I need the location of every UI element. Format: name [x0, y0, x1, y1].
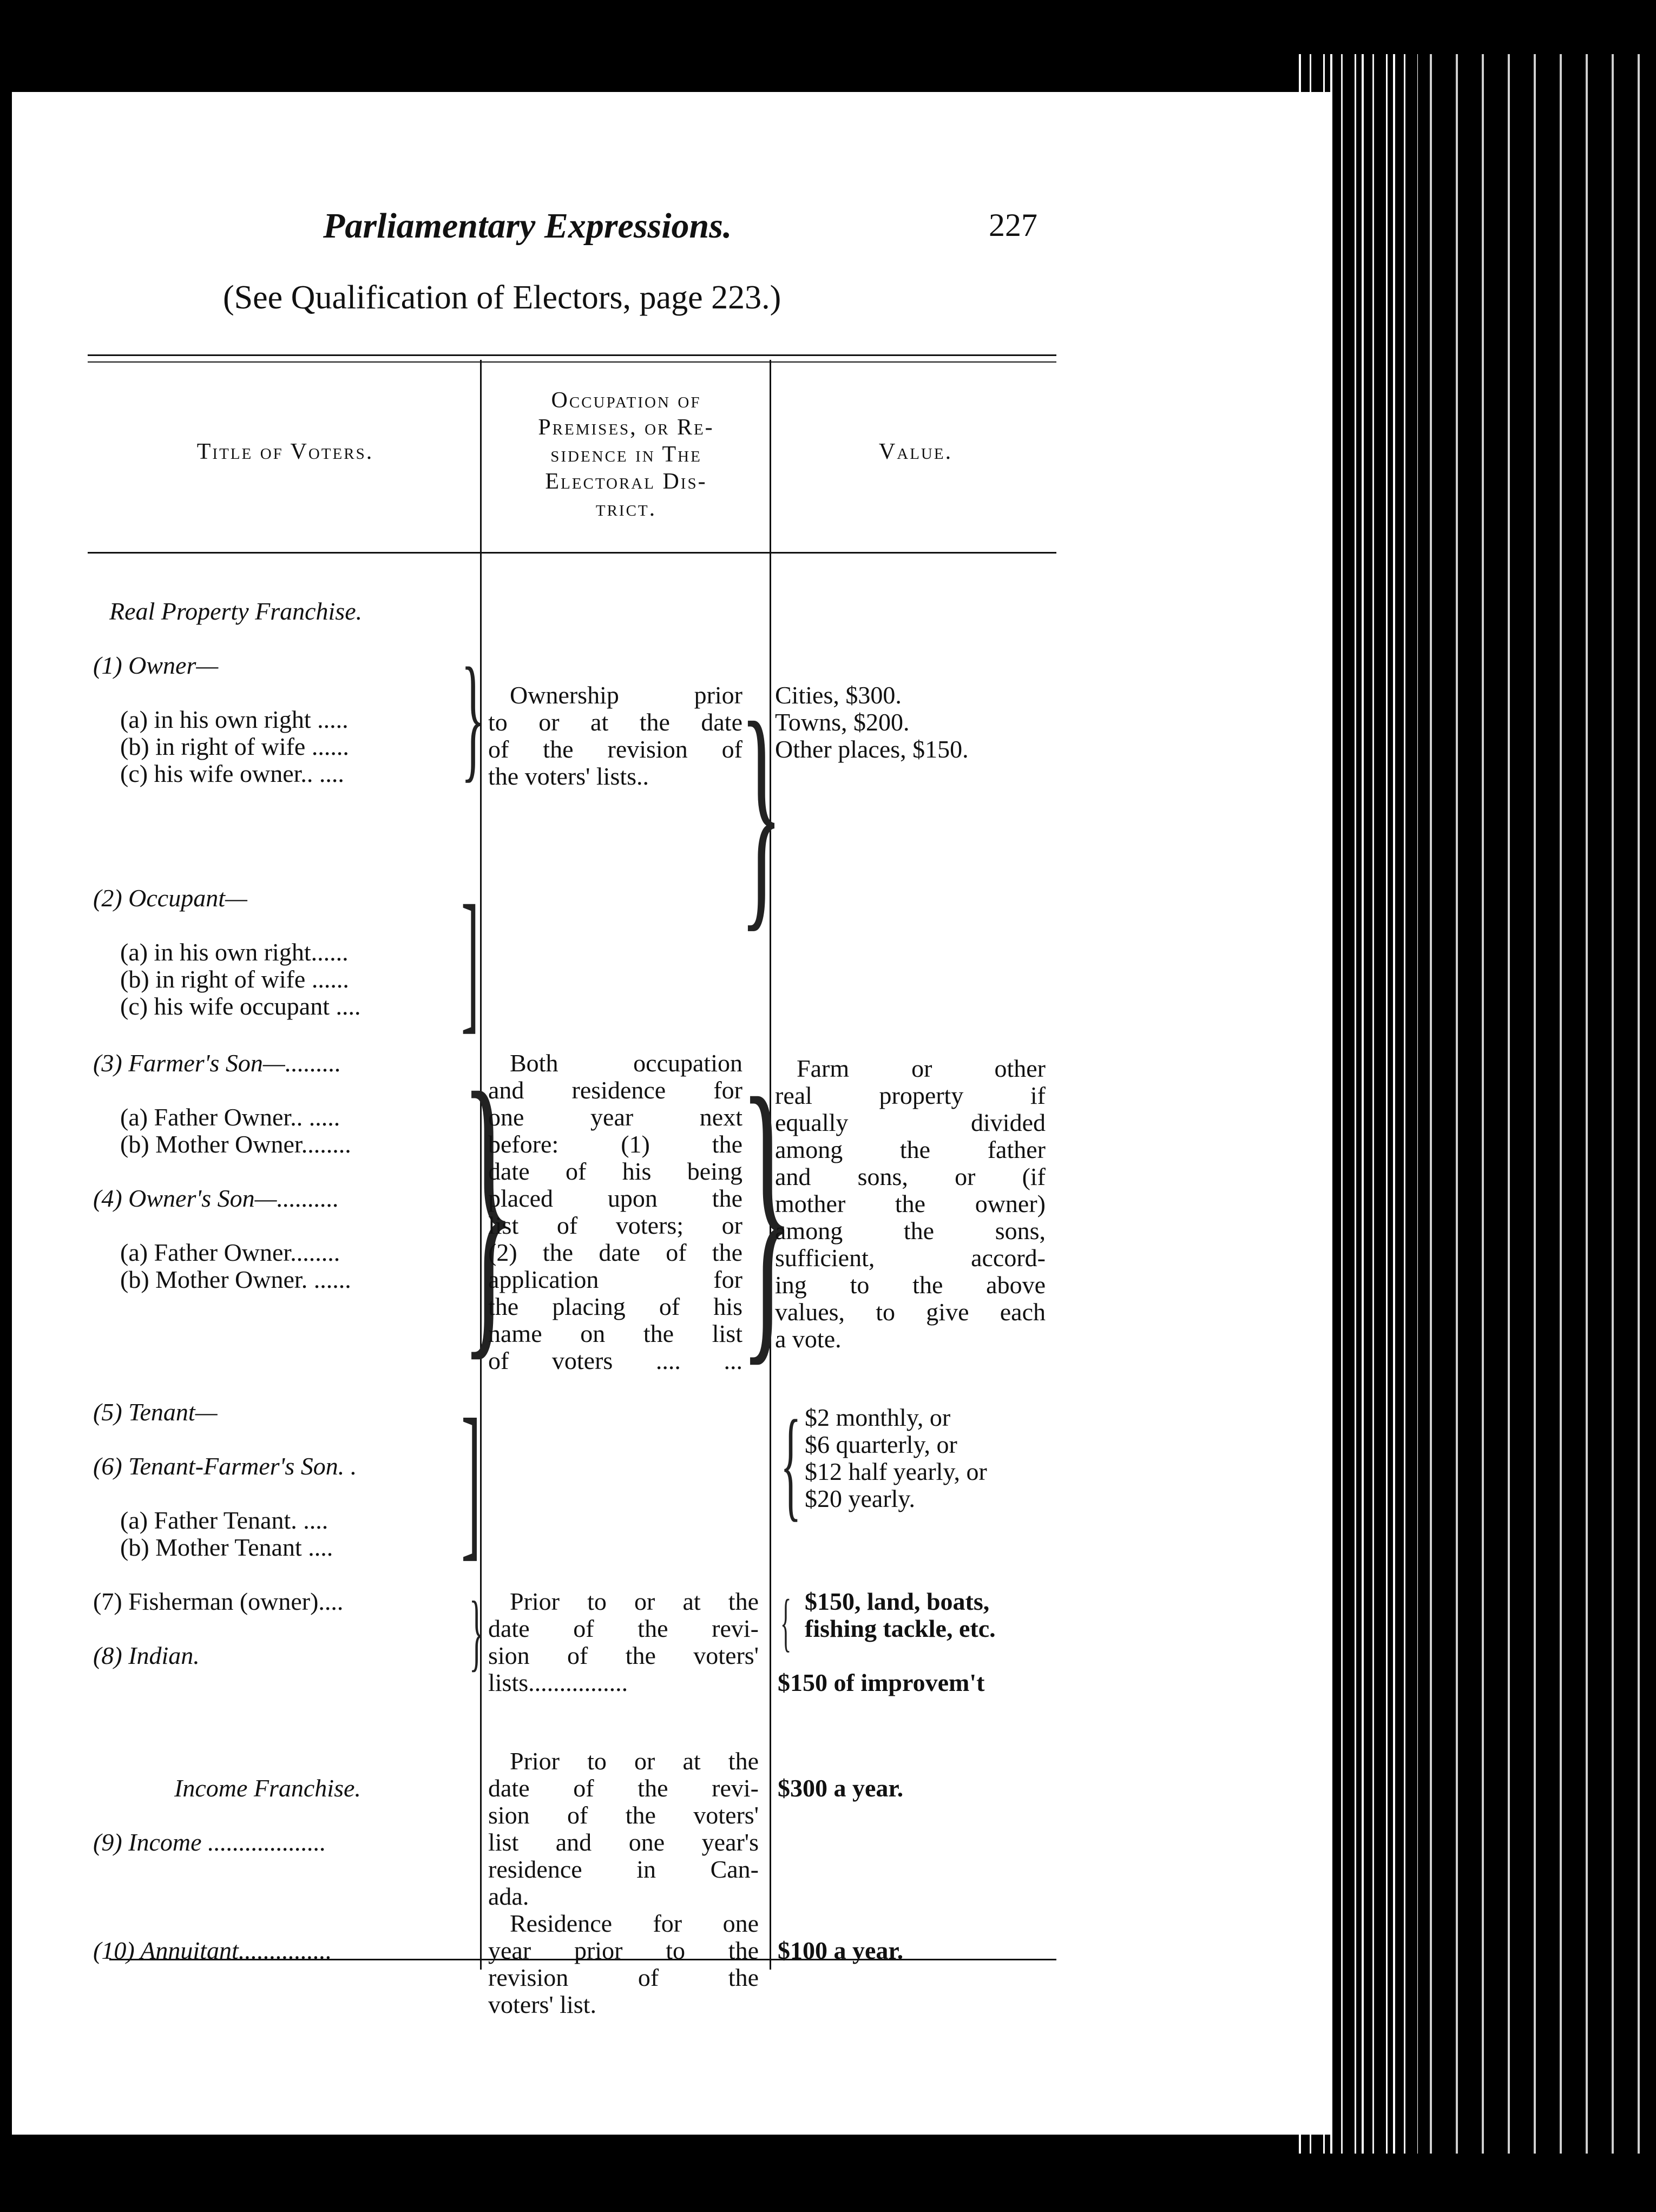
cell-line: a vote.	[775, 1325, 842, 1353]
cell-line: among the father	[775, 1136, 1046, 1163]
value-owner	[775, 682, 969, 763]
occupation-prior-income	[488, 1748, 759, 1910]
cell-line: placed upon the	[488, 1184, 742, 1212]
title-owners-son-b: (b) Mother Owner. ......	[120, 1266, 351, 1293]
cell-line: lists................	[488, 1669, 628, 1696]
column-header-title: Title of Voters.	[196, 439, 374, 464]
cell-line: sion of the voters'	[488, 1642, 759, 1669]
title-occupant-c: (c) his wife occupant ....	[120, 992, 361, 1020]
book-page-edges-shadow	[1418, 54, 1656, 2154]
cell-line: $150, land, boats,	[805, 1588, 990, 1615]
cell-line: date of the revi-	[488, 1615, 759, 1642]
cell-line: voters' list.	[488, 1991, 596, 2018]
title-owner: (1) Owner—	[93, 651, 219, 679]
cell-line: real property if	[775, 1082, 1046, 1109]
cell-line: list and one year's	[488, 1828, 759, 1856]
cell-line: one year next	[488, 1103, 742, 1131]
cell-line: values, to give each	[775, 1298, 1046, 1326]
cell-line: of the revision of	[488, 735, 742, 763]
column-header-occupation-line: Electoral Dis-	[545, 469, 707, 494]
right-brace: }	[469, 1583, 484, 1680]
cell-line: Both occupation	[510, 1049, 742, 1077]
title-annuitant: (10) Annuitant...............	[93, 1937, 332, 1964]
cell-line: ing to the above	[775, 1271, 1046, 1299]
value-income: $300 a year.	[778, 1774, 904, 1802]
value-tenant	[805, 1404, 987, 1512]
title-indian: (8) Indian.	[93, 1642, 200, 1669]
right-brace: }	[740, 1032, 794, 1392]
table-top-rule-double	[88, 361, 1056, 363]
cell-line: year prior to the	[488, 1937, 759, 1964]
cell-line: Cities, $300.	[775, 681, 902, 709]
title-tenant-a: (a) Father Tenant. ....	[120, 1506, 328, 1534]
cell-line: name on the list	[488, 1320, 742, 1347]
table-header-rule	[88, 552, 1056, 554]
title-tenant-farmers-son: (6) Tenant-Farmer's Son. .	[93, 1452, 357, 1480]
title-tenant-b: (b) Mother Tenant ....	[120, 1533, 333, 1561]
cell-line: date of the revi-	[488, 1774, 759, 1802]
section-income: Income Franchise.	[174, 1774, 361, 1802]
title-fisherman: (7) Fisherman (owner)....	[93, 1588, 344, 1615]
column-header-occupation	[485, 387, 767, 522]
occupation-ownership	[488, 682, 742, 790]
value-annuitant: $100 a year.	[778, 1937, 904, 1964]
cell-line: Ownership prior	[510, 681, 742, 709]
title-occupant: (2) Occupant—	[93, 884, 247, 912]
cell-line: Farm or other	[797, 1055, 1046, 1082]
occupation-residence	[488, 1910, 759, 2018]
cell-line: equally divided	[775, 1109, 1046, 1136]
cell-line: sufficient, accord-	[775, 1244, 1046, 1272]
cell-line: Other places, $150.	[775, 735, 969, 763]
left-brace: {	[780, 1586, 792, 1658]
cell-line: $12 half yearly, or	[805, 1458, 987, 1485]
cell-line: before: (1) the	[488, 1130, 742, 1158]
running-title: Parliamentary Expressions.	[323, 206, 732, 246]
cell-line: to or at the date	[488, 708, 742, 736]
cell-line: among the sons,	[775, 1217, 1046, 1245]
cell-line: list of voters; or	[488, 1212, 742, 1239]
book-page	[12, 92, 1332, 2135]
column-header-occupation-line: Occupation of	[551, 388, 701, 413]
right-brace: ]	[461, 1384, 482, 1576]
cell-line: and residence for	[488, 1076, 742, 1104]
right-brace: ]	[461, 873, 479, 1047]
occupation-prior-revision	[488, 1588, 759, 1696]
column-header-value: Value.	[878, 439, 953, 464]
cell-line: and sons, or (if	[775, 1163, 1046, 1190]
right-brace: }	[740, 670, 783, 952]
title-tenant: (5) Tenant—	[93, 1398, 218, 1426]
title-owner-b: (b) in right of wife ......	[120, 733, 349, 760]
title-owners-son-a: (a) Father Owner........	[120, 1239, 340, 1266]
title-occupant-a: (a) in his own right......	[120, 938, 349, 966]
title-income: (9) Income ...................	[93, 1828, 326, 1856]
value-fisherman	[805, 1588, 996, 1642]
title-owners-son: (4) Owner's Son—..........	[93, 1184, 339, 1212]
cell-line: (2) the date of the	[488, 1239, 742, 1266]
cell-line: Towns, $200.	[775, 708, 910, 736]
cell-line: mother the owner)	[775, 1190, 1046, 1217]
column-header-occupation-line: Premises, or Re-	[538, 415, 714, 440]
title-owner-a: (a) in his own right .....	[120, 706, 349, 733]
cell-line: ada.	[488, 1882, 529, 1910]
cell-line: Residence for one	[510, 1910, 759, 1937]
cell-line: residence in Can-	[488, 1855, 759, 1883]
cell-line: date of his being	[488, 1157, 742, 1185]
title-farmers-son-b: (b) Mother Owner........	[120, 1130, 351, 1158]
occupation-both	[488, 1050, 742, 1374]
value-indian: $150 of improvem't	[778, 1669, 985, 1696]
right-brace: }	[461, 639, 485, 795]
page-number: 227	[989, 207, 1037, 243]
left-brace: {	[780, 1394, 801, 1532]
title-farmers-son: (3) Farmer's Son—.........	[93, 1049, 341, 1077]
cell-line: $20 yearly.	[805, 1485, 915, 1512]
title-occupant-b: (b) in right of wife ......	[120, 965, 349, 993]
cell-line: fishing tackle, etc.	[805, 1615, 996, 1642]
column-header-occupation-line: trict.	[595, 496, 657, 521]
cell-line: sion of the voters'	[488, 1801, 759, 1829]
cell-line: revision of the	[488, 1964, 759, 1991]
section-real-property: Real Property Franchise.	[109, 597, 363, 625]
cell-line: the placing of his	[488, 1293, 742, 1320]
title-owner-c: (c) his wife owner.. ....	[120, 760, 344, 787]
cell-line: $6 quarterly, or	[805, 1431, 957, 1458]
cell-line: application for	[488, 1266, 742, 1293]
cell-line: of voters .... ...	[488, 1347, 742, 1374]
page-subtitle: (See Qualification of Electors, page 223.)	[223, 279, 781, 316]
cell-line: Prior to or at the	[510, 1747, 759, 1775]
cell-line: the voters' lists..	[488, 762, 649, 790]
table-top-rule	[88, 354, 1056, 356]
cell-line: Prior to or at the	[510, 1588, 759, 1615]
column-header-occupation-line: sidence in The	[550, 442, 702, 467]
right-brace: }	[461, 1026, 516, 1386]
title-farmers-son-a: (a) Father Owner.. .....	[120, 1103, 340, 1131]
cell-line: $2 monthly, or	[805, 1404, 951, 1431]
value-farm	[775, 1055, 1046, 1353]
